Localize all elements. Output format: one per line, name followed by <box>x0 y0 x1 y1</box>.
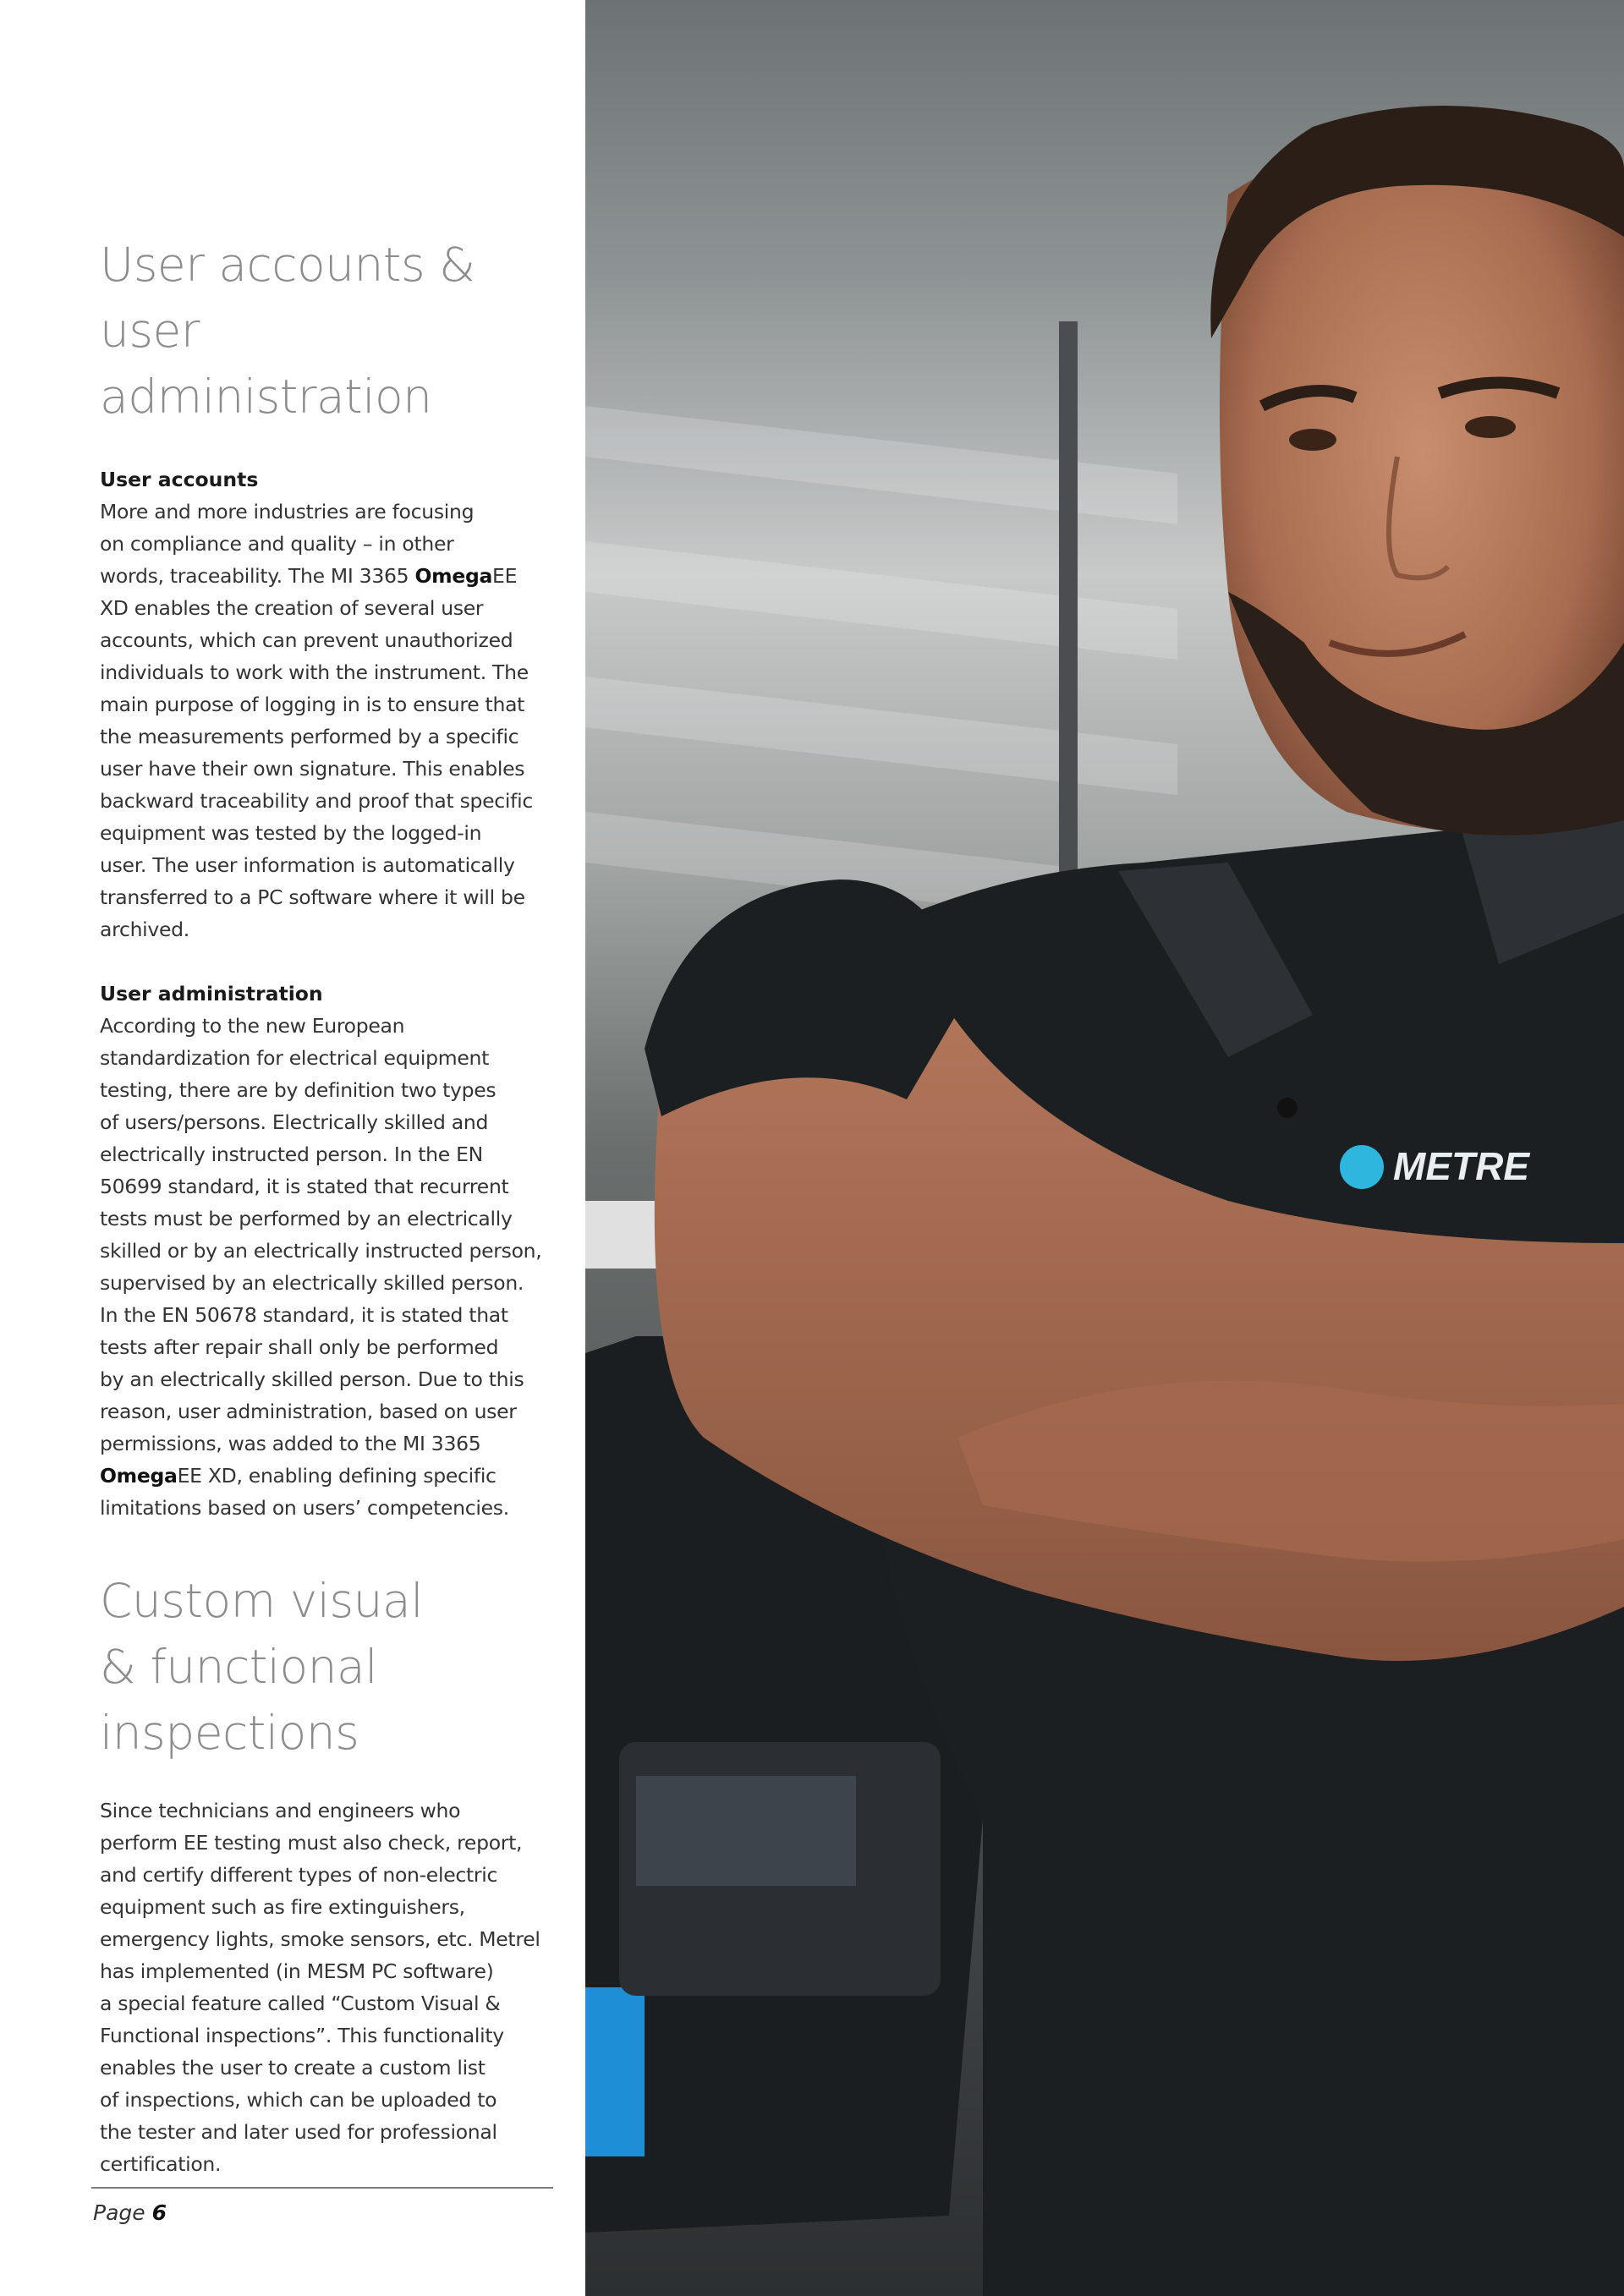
section-title-user-accounts <box>100 232 573 430</box>
subheading-user-accounts: User accounts <box>100 468 259 491</box>
paragraph-line: backward traceability and proof that specific <box>100 789 533 813</box>
paragraph-line: on compliance and quality – in other <box>100 532 454 556</box>
paragraph-line: certification. <box>100 2152 222 2176</box>
section-title-custom-inspections <box>100 1568 573 1766</box>
paragraph-line: electrically instructed person. In the EN <box>100 1143 483 1166</box>
paragraph-line: Functional inspections”. This functionality <box>100 2024 504 2047</box>
paragraph-line: individuals to work with the instrument. The <box>100 660 529 684</box>
paragraph-line: transferred to a PC software where it will be <box>100 885 525 909</box>
paragraph-line: user have their own signature. This enables <box>100 757 525 781</box>
paragraph-custom-inspections <box>100 1795 573 2180</box>
brand-name: Omega <box>414 564 493 588</box>
paragraph-user-administration <box>100 1010 573 1524</box>
paragraph-line: tests after repair shall only be performed <box>100 1335 499 1359</box>
paragraph-line: a special feature called “Custom Visual & <box>100 1992 501 2015</box>
paragraph-line: Since technicians and engineers who <box>100 1799 461 1822</box>
paragraph-line: standardization for electrical equipment <box>100 1046 490 1070</box>
paragraph-line: the tester and later used for professional <box>100 2120 497 2144</box>
photo-illustration <box>585 0 1624 2296</box>
paragraph-line: 50699 standard, it is stated that recurrent <box>100 1175 509 1198</box>
text-run: EE XD, enabling defining specific <box>177 1464 497 1488</box>
brand-name: Omega <box>100 1464 178 1488</box>
paragraph-line: has implemented (in MESM PC software) <box>100 1959 494 1983</box>
paragraph-line: More and more industries are focusing <box>100 500 475 523</box>
page-label: Page <box>93 2200 145 2225</box>
technician-photo <box>585 0 1624 2296</box>
title-line: administration <box>100 370 432 424</box>
paragraph-line: perform EE testing must also check, report, <box>100 1831 523 1855</box>
page-number: 6 <box>151 2200 167 2225</box>
paragraph-line: and certify different types of non-electric <box>100 1863 498 1887</box>
footer-divider <box>91 2187 553 2189</box>
paragraph-line: skilled or by an electrically instructed person, <box>100 1239 542 1263</box>
paragraph-line: the measurements performed by a specific <box>100 725 519 748</box>
paragraph-line: supervised by an electrically skilled person. <box>100 1271 524 1295</box>
paragraph-line: user. The user information is automatically <box>100 853 515 877</box>
paragraph-line: equipment was tested by the logged-in <box>100 821 482 845</box>
paragraph-line: limitations based on users’ competencies. <box>100 1496 509 1520</box>
paragraph-line: of inspections, which can be uploaded to <box>100 2088 497 2112</box>
title-line: User accounts & user <box>100 238 475 358</box>
shirt-logo-text: METRE <box>1393 1144 1529 1188</box>
paragraph-line <box>100 1460 573 1492</box>
paragraph-line: In the EN 50678 standard, it is stated that <box>100 1303 508 1327</box>
paragraph-line: enables the user to create a custom list <box>100 2056 486 2080</box>
text-run: words, traceability. The MI 3365 <box>100 564 415 588</box>
paragraph-line <box>100 560 573 592</box>
paragraph-line: XD enables the creation of several user <box>100 596 484 620</box>
paragraph-line: According to the new European <box>100 1014 405 1038</box>
title-line: Custom visual <box>100 1574 424 1628</box>
shirt-button <box>1277 1098 1298 1118</box>
page-number-footer <box>93 2197 167 2229</box>
eye <box>1289 429 1336 451</box>
text-column <box>0 0 585 2296</box>
paragraph-line: archived. <box>100 918 189 941</box>
case-accent <box>585 1987 645 2156</box>
paragraph-line: testing, there are by definition two types <box>100 1078 497 1102</box>
article-content <box>100 232 573 2180</box>
paragraph-line: emergency lights, smoke sensors, etc. Metrel <box>100 1927 540 1951</box>
paragraph-line: accounts, which can prevent unauthorized <box>100 628 513 652</box>
subheading-user-administration: User administration <box>100 982 323 1006</box>
paragraph-line: by an electrically skilled person. Due to this <box>100 1367 524 1391</box>
metrel-logo-icon <box>1340 1145 1384 1189</box>
paragraph-line: main purpose of logging in is to ensure that <box>100 693 525 716</box>
text-run: EE <box>492 564 518 588</box>
paragraph-user-accounts <box>100 496 573 945</box>
title-line: & functional <box>100 1640 378 1694</box>
paragraph-line: of users/persons. Electrically skilled and <box>100 1110 489 1134</box>
paragraph-line: equipment such as fire extinguishers, <box>100 1895 465 1919</box>
title-line: inspections <box>100 1706 359 1760</box>
paragraph-line: tests must be performed by an electrically <box>100 1207 513 1230</box>
paragraph-line: reason, user administration, based on user <box>100 1400 517 1423</box>
tester-screen <box>636 1776 856 1886</box>
eye <box>1465 416 1516 438</box>
paragraph-line: permissions, was added to the MI 3365 <box>100 1432 481 1455</box>
